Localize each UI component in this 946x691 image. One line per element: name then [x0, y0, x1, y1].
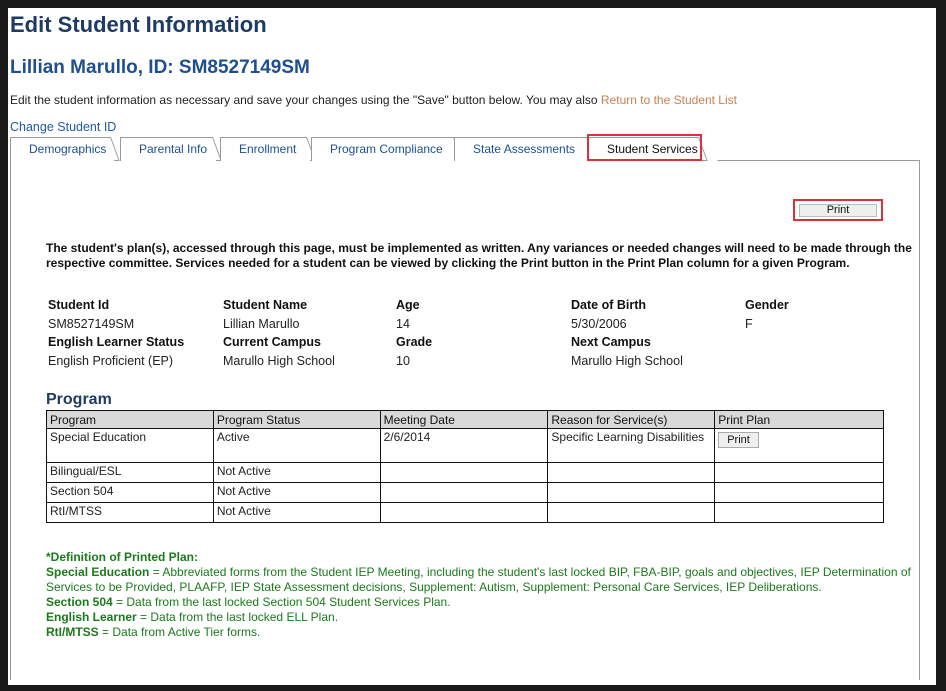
change-student-id-link[interactable]: Change Student ID	[10, 120, 117, 134]
instructions-text: Edit the student information as necessary and save your changes using the "Save" button below. You may also	[10, 93, 601, 107]
table-row	[47, 463, 884, 483]
cell-status: Not Active	[213, 483, 380, 503]
tab-parental-info[interactable]: Parental Info	[120, 137, 216, 161]
cell-status: Not Active	[213, 463, 380, 483]
tab-demographics[interactable]: Demographics	[10, 137, 114, 161]
cell-status: Not Active	[213, 503, 380, 523]
value-current-campus: Marullo High School	[223, 354, 335, 368]
tab-student-services[interactable]: Student Services	[588, 137, 702, 161]
label-current-campus: Current Campus	[223, 335, 321, 349]
tab-program-compliance[interactable]: Program Compliance	[311, 137, 457, 161]
value-gender: F	[745, 317, 753, 331]
definition-item: RtI/MTSS = Data from Active Tier forms.	[46, 625, 261, 639]
return-to-student-list-link[interactable]: Return to the Student List	[600, 93, 737, 107]
tab-enrollment[interactable]: Enrollment	[220, 137, 310, 161]
label-gender: Gender	[745, 298, 789, 312]
program-table	[46, 410, 884, 523]
printed-plan-definitions	[46, 550, 912, 640]
cell-print-plan	[715, 483, 884, 503]
value-student-name: Lillian Marullo	[223, 317, 300, 331]
cell-print-plan	[715, 463, 884, 483]
print-plan-button[interactable]: Print	[718, 432, 759, 448]
label-dob: Date of Birth	[571, 298, 646, 312]
cell-meeting-date	[380, 463, 548, 483]
value-el-status: English Proficient (EP)	[48, 354, 174, 368]
tab-bar	[10, 137, 910, 161]
cell-reason	[548, 463, 715, 483]
tab-state-assessments[interactable]: State Assessments	[454, 137, 590, 161]
label-student-id: Student Id	[48, 298, 110, 312]
cell-meeting-date	[380, 503, 548, 523]
definition-item: Special Education = Abbreviated forms from the Student IEP Meeting, including the student's last locked BIP, FBA-BIP, goals and objectives, IEP Determination of Services to be Provided, PLAAFP, IEP State Assessment decisions, Supplement: Autism, Supplement: Personal Care Services, IEP Deliberations.	[46, 565, 911, 594]
cell-meeting-date: 2/6/2014	[380, 429, 548, 463]
value-next-campus: Marullo High School	[571, 354, 683, 368]
table-header-row	[47, 411, 884, 429]
value-dob: 5/30/2006	[571, 317, 627, 331]
header-program-status: Program Status	[213, 411, 380, 429]
instructions	[10, 93, 737, 107]
value-student-id: SM8527149SM	[48, 317, 135, 331]
label-grade: Grade	[396, 335, 433, 349]
header-print-plan: Print Plan	[715, 411, 884, 429]
cell-reason	[548, 483, 715, 503]
cell-print-plan	[715, 429, 884, 463]
definition-item: Section 504 = Data from the last locked Section 504 Student Services Plan.	[46, 595, 451, 609]
label-el-status: English Learner Status	[48, 335, 185, 349]
value-grade: 10	[396, 354, 410, 368]
table-row	[47, 483, 884, 503]
cell-status: Active	[213, 429, 380, 463]
active-tab-highlight	[587, 134, 702, 161]
cell-program: Bilingual/ESL	[47, 463, 214, 483]
value-age: 14	[396, 317, 410, 331]
page-title: Edit Student Information	[10, 12, 267, 37]
cell-reason: Specific Learning Disabilities	[548, 429, 715, 463]
table-row	[47, 503, 884, 523]
label-age: Age	[396, 298, 420, 312]
cell-meeting-date	[380, 483, 548, 503]
print-button[interactable]: Print	[799, 204, 877, 217]
header-meeting-date: Meeting Date	[380, 411, 548, 429]
cell-program: Section 504	[47, 483, 214, 503]
label-next-campus: Next Campus	[571, 335, 651, 349]
definition-item: English Learner = Data from the last locked ELL Plan.	[46, 610, 339, 624]
plan-notice: The student's plan(s), accessed through this page, must be implemented as written. Any variances or needed changes will need to be made through the respective committee. Services needed for a student can be viewed by clicking the Print button in the Print Plan column for a given Program.	[46, 241, 912, 270]
cell-reason	[548, 503, 715, 523]
print-button-highlight	[793, 199, 883, 221]
student-header: Lillian Marullo, ID: SM8527149SM	[10, 57, 310, 78]
program-section-title: Program	[46, 391, 112, 408]
header-program: Program	[47, 411, 214, 429]
definitions-title: *Definition of Printed Plan:	[46, 550, 198, 564]
cell-program: RtI/MTSS	[47, 503, 214, 523]
label-student-name: Student Name	[223, 298, 308, 312]
cell-print-plan	[715, 503, 884, 523]
table-row	[47, 429, 884, 463]
header-reason: Reason for Service(s)	[548, 411, 715, 429]
cell-program: Special Education	[47, 429, 214, 463]
